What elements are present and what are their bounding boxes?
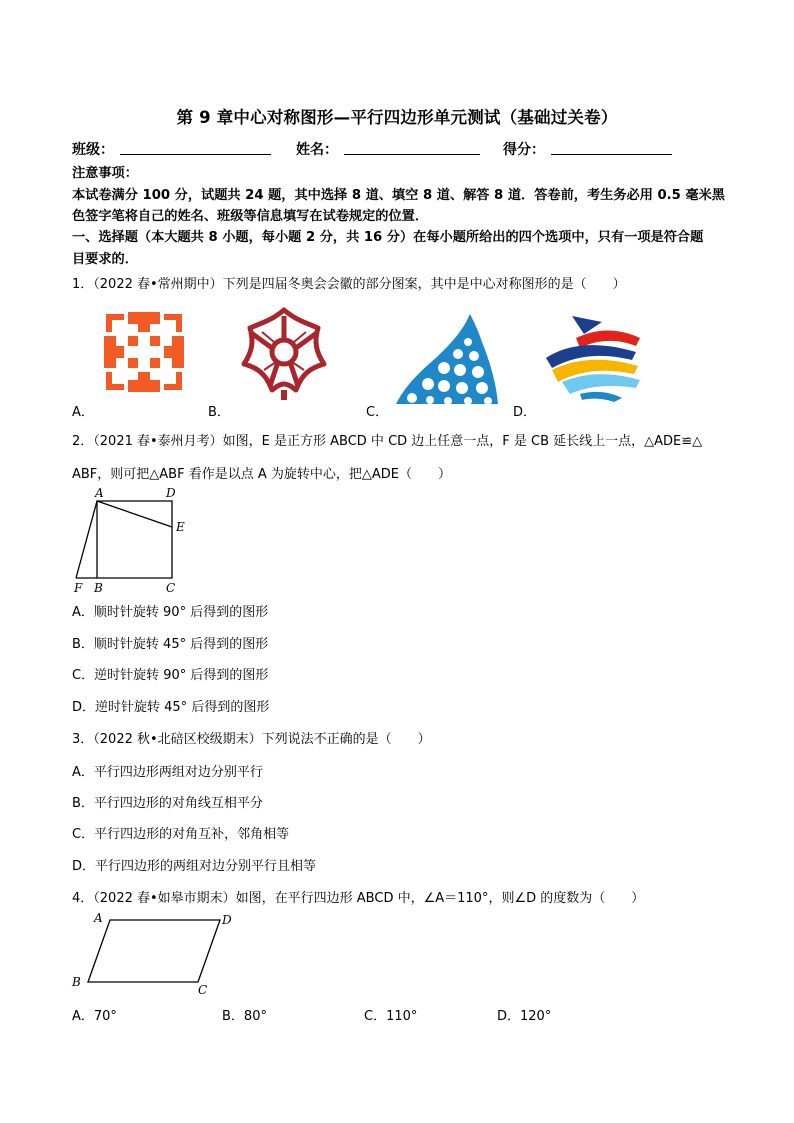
q4-option-c[interactable]: C．110° <box>364 1009 418 1024</box>
q3-option-a[interactable]: A．平行四边形两组对边分别平行 <box>72 765 263 780</box>
q2-label-a: A <box>95 486 104 500</box>
q2-option-c[interactable]: C．逆时针旋转 90° 后得到的图形 <box>72 668 269 683</box>
notes-heading: 注意事项： <box>72 166 138 181</box>
q1-logo-c-image <box>392 312 502 408</box>
q2-label-f: F <box>74 581 83 595</box>
q2-label-d: D <box>166 486 176 500</box>
class-label: 班级： <box>72 142 114 158</box>
name-label: 姓名： <box>296 142 338 158</box>
q2-label-b: B <box>94 581 103 595</box>
notes-line-2: 色签字笔将自己的姓名、班级等信息填写在试卷规定的位置． <box>72 209 429 224</box>
q2-option-d[interactable]: D．逆时针旋转 45° 后得到的图形 <box>72 700 270 715</box>
q2-stem-line-2: ABF，则可把△ABF 看作是以点 A 为旋转中心，把△ADE（ ） <box>72 467 451 482</box>
q1-option-b[interactable]: B． <box>208 405 230 420</box>
notes-line-1: 本试卷满分 100 分，试题共 24 题，其中选择 8 道、填空 8 道、解答 8 道．答卷前，考生务必用 0.5 毫米黑 <box>72 188 725 203</box>
q2-stem-line-1: 2．（2021 春•泰州月考）如图，E 是正方形 ABCD 中 CD 边上任意一点，F 是 CB 延长线上一点，△ADE≌△ <box>72 434 703 449</box>
q2-label-c: C <box>166 581 176 595</box>
section-1-line-1: 一、选择题（本大题共 8 小题，每小题 2 分，共 16 分）在每小题所给出的四个选项中，只有一项是符合题 <box>72 230 704 245</box>
section-1-line-2: 目要求的． <box>72 252 138 267</box>
q1-option-c[interactable]: C． <box>366 405 389 420</box>
q4-stem: 4．（2022 春•如皋市期末）如图，在平行四边形 ABCD 中，∠A＝110°，则∠D 的度数为（ ） <box>72 891 645 906</box>
q1-logo-a-image <box>98 306 190 398</box>
q1-logo-b-image <box>234 302 334 402</box>
q3-option-b[interactable]: B．平行四边形的对角线互相平分 <box>72 796 263 811</box>
q3-option-c[interactable]: C．平行四边形的对角互补，邻角相等 <box>72 827 290 842</box>
class-blank[interactable] <box>120 154 271 155</box>
q1-option-d[interactable]: D． <box>513 405 537 420</box>
q1-stem: 1．（2022 春•常州期中）下列是四届冬奥会会徽的部分图案，其中是中心对称图形的是（ ） <box>72 277 626 292</box>
q3-option-d[interactable]: D．平行四边形的两组对边分别平行且相等 <box>72 859 317 874</box>
q4-option-a[interactable]: A．70° <box>72 1009 117 1024</box>
q2-option-a[interactable]: A．顺时针旋转 90° 后得到的图形 <box>72 605 269 620</box>
q2-label-e: E <box>176 520 185 534</box>
q4-parallelogram-figure <box>68 906 244 996</box>
page-title: 第 9 章中心对称图形—平行四边形单元测试（基础过关卷） <box>176 108 618 127</box>
q1-option-a[interactable]: A． <box>72 405 94 420</box>
q1-logo-d-image <box>540 308 644 404</box>
q4-label-d: D <box>222 913 232 927</box>
q4-label-a: A <box>94 911 103 925</box>
q2-square-figure <box>68 484 192 596</box>
q4-label-b: B <box>72 975 81 989</box>
q3-stem: 3．（2022 秋•北碚区校级期末）下列说法不正确的是（ ） <box>72 732 431 747</box>
q4-label-c: C <box>198 983 208 996</box>
q4-option-d[interactable]: D．120° <box>497 1009 552 1024</box>
q2-option-b[interactable]: B．顺时针旋转 45° 后得到的图形 <box>72 637 269 652</box>
name-blank[interactable] <box>344 154 480 155</box>
score-blank[interactable] <box>551 154 672 155</box>
score-label: 得分： <box>503 142 545 158</box>
q4-option-b[interactable]: B．80° <box>222 1009 267 1024</box>
